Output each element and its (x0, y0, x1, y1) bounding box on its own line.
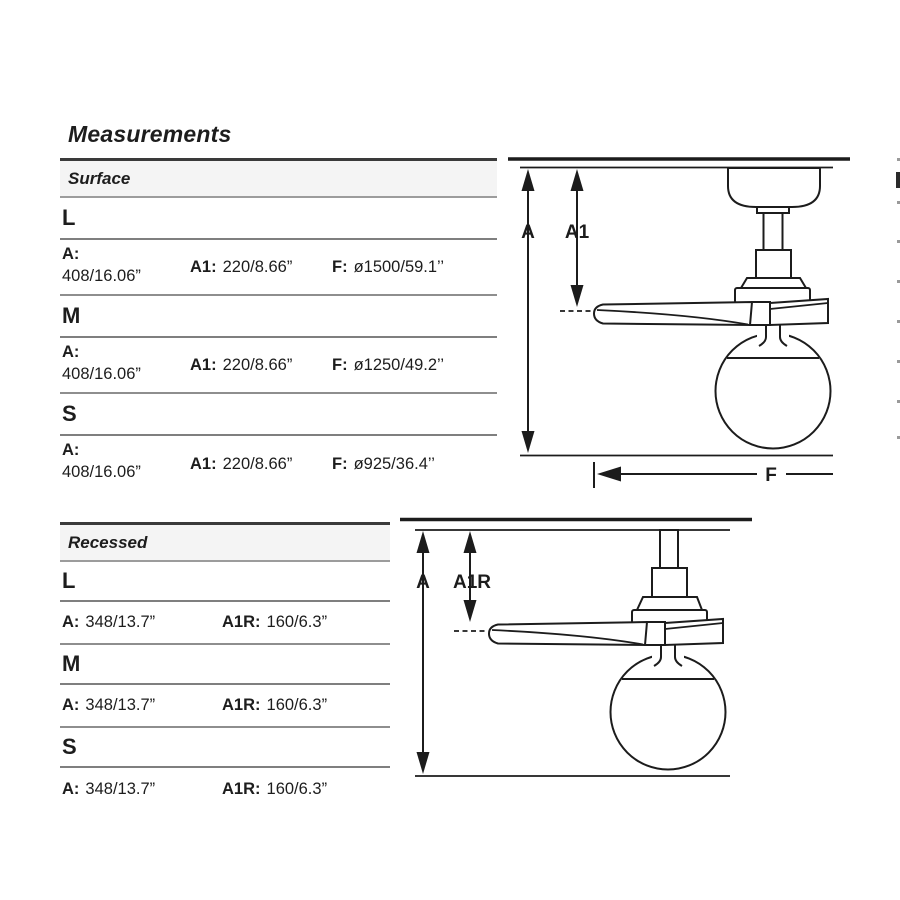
dim-a1r-value: 160/6.3” (266, 780, 328, 798)
dim-a-label: A: (62, 245, 80, 263)
dim-a1-label: A1: (190, 257, 217, 276)
dim-a1r-label: A1R: (222, 780, 261, 798)
dim-a1r-value: 160/6.3” (266, 696, 328, 714)
cropped-right-edge-artifact (896, 172, 900, 188)
size-label-l: L (60, 562, 390, 602)
dim-a-cell (62, 243, 141, 287)
arrowhead-down (417, 752, 430, 774)
size-label-s: S (60, 728, 390, 768)
page-title: Measurements (68, 121, 232, 147)
dim-a1r-cell (222, 602, 327, 643)
dim-a1-label: A1: (190, 454, 217, 473)
surface-table-header: Surface (60, 158, 497, 198)
dim-f-value: ø1500/59.1’’ (353, 257, 445, 276)
blade-hub (645, 622, 665, 645)
dim-a-value: 408/16.06” (62, 365, 141, 383)
arrowhead-up (522, 169, 535, 191)
dim-a-cell (62, 602, 155, 643)
dim-f-label: F: (332, 355, 348, 374)
dim-a-value: 348/13.7” (85, 780, 156, 798)
dim-a1r-label: A1R: (222, 696, 261, 714)
motor-housing (652, 568, 687, 597)
dim-f-label: F: (332, 257, 348, 276)
dim-a1-label: A1: (190, 355, 217, 374)
dim-a1-value: 220/8.66” (222, 355, 293, 374)
surface-table (60, 158, 497, 492)
dim-a1-cell (190, 240, 292, 294)
surface-row-m (60, 338, 497, 394)
downrod (764, 213, 783, 250)
dim-a-cell (62, 685, 155, 726)
recessed-row-s (60, 768, 390, 811)
dim-a-cell (62, 341, 141, 385)
dim-a1-value: 220/8.66” (222, 454, 293, 473)
dim-a-label: A: (62, 780, 80, 798)
arrowhead-down (464, 600, 477, 622)
dimension-label-a1r: A1R (452, 572, 492, 593)
dimension-label-a1: A1 (564, 222, 590, 243)
fan-blade-right (665, 619, 723, 645)
surface-row-s (60, 436, 497, 492)
blade-hub (750, 302, 770, 325)
dim-f-label: F: (332, 454, 348, 473)
size-label-m: M (60, 296, 497, 338)
globe-light (611, 655, 726, 770)
downrod (660, 530, 678, 568)
dim-a-value: 348/13.7” (85, 696, 156, 714)
arrowhead-up (464, 531, 477, 553)
surface-mount-diagram (500, 140, 900, 505)
dim-a1r-cell (222, 768, 327, 811)
dim-f-value: ø925/36.4’’ (353, 454, 435, 473)
dim-f-cell (332, 240, 444, 294)
dim-f-value: ø1250/49.2’’ (353, 355, 445, 374)
stem-cover (757, 325, 789, 346)
surface-row-l (60, 240, 497, 296)
fan-blade-right (770, 299, 828, 325)
dim-a1r-cell (222, 685, 327, 726)
recessed-table-header: Recessed (60, 522, 390, 562)
dim-a-label: A: (62, 613, 80, 631)
arrowhead-down (522, 431, 535, 453)
mounting-flange (741, 278, 806, 288)
arrowhead-left (597, 467, 621, 482)
dim-a-label: A: (62, 696, 80, 714)
dim-a-value: 408/16.06” (62, 267, 141, 285)
size-label-s: S (60, 394, 497, 436)
dim-a-value: 348/13.7” (85, 613, 156, 631)
dim-a1-cell (190, 436, 292, 492)
size-label-l: L (60, 198, 497, 240)
dim-a-cell (62, 439, 141, 483)
arrowhead-up (571, 169, 584, 191)
dim-a1-cell (190, 338, 292, 392)
dim-a-value: 408/16.06” (62, 463, 141, 481)
dim-a-label: A: (62, 343, 80, 361)
globe-light (716, 334, 831, 449)
recessed-table (60, 522, 390, 811)
dim-a-label: A: (62, 441, 80, 459)
dim-a1-value: 220/8.66” (222, 257, 293, 276)
dimension-label-a: A (521, 222, 535, 243)
dim-a1r-label: A1R: (222, 613, 261, 631)
canopy (728, 168, 820, 207)
arrowhead-down (571, 285, 584, 307)
recessed-row-m (60, 685, 390, 728)
arrowhead-up (417, 531, 430, 553)
dim-f-cell (332, 436, 435, 492)
dim-a1r-value: 160/6.3” (266, 613, 328, 631)
recessed-row-l (60, 602, 390, 645)
recessed-mount-diagram (395, 508, 785, 800)
size-label-m: M (60, 645, 390, 685)
dimension-label-a: A (416, 572, 430, 593)
dimension-label-f: F (765, 465, 777, 486)
mounting-flange (637, 597, 702, 610)
motor-housing (756, 250, 791, 278)
dim-a-cell (62, 768, 155, 811)
dim-f-cell (332, 338, 444, 392)
